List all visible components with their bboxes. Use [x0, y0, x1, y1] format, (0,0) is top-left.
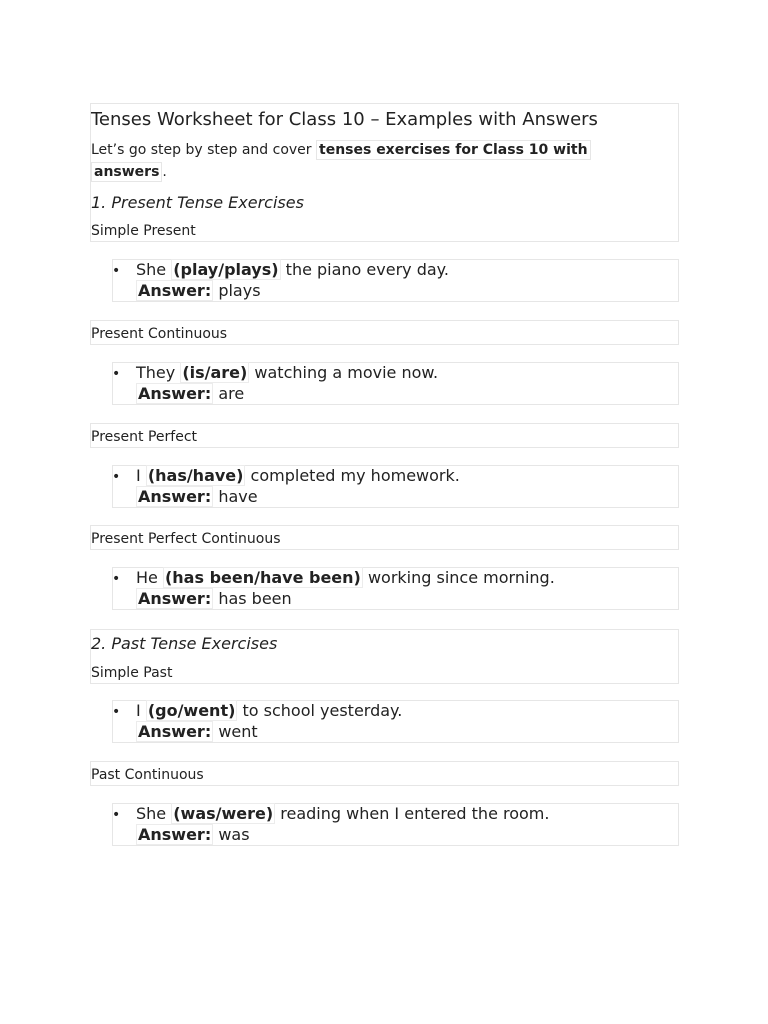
- bullet: •: [112, 469, 121, 485]
- bullet: •: [112, 366, 121, 382]
- question-text: [136, 701, 402, 720]
- question-choices: (is/are): [182, 363, 248, 382]
- question-choices: (go/went): [147, 701, 236, 720]
- answer-value: have: [218, 487, 258, 506]
- question-suffix: completed my homework.: [245, 466, 460, 485]
- answer-label: Answer:: [138, 589, 212, 608]
- question-suffix: reading when I entered the room.: [275, 804, 550, 823]
- page-title: Tenses Worksheet for Class 10 – Examples with Answers: [91, 109, 598, 130]
- question-suffix: to school yesterday.: [237, 701, 403, 720]
- answer-label: Answer:: [138, 722, 212, 741]
- answer-value: went: [218, 722, 258, 741]
- section-heading-present: 1. Present Tense Exercises: [91, 193, 304, 212]
- question-text: [136, 804, 549, 823]
- question-suffix: the piano every day.: [280, 260, 449, 279]
- intro-period: .: [162, 164, 167, 180]
- question-prefix: She: [136, 804, 172, 823]
- answer-line: [136, 281, 261, 300]
- bullet: •: [112, 704, 121, 720]
- question-text: [136, 363, 438, 382]
- bullet: •: [112, 807, 121, 823]
- intro-keyword: tenses exercises for Class 10 with: [316, 140, 591, 160]
- subheading-past-continuous: Past Continuous: [91, 767, 204, 783]
- question-choices: (play/plays): [173, 260, 279, 279]
- answer-value: was: [218, 825, 250, 844]
- answer-line: [136, 487, 258, 506]
- question-prefix: He: [136, 568, 163, 587]
- answer-label: Answer:: [138, 281, 212, 300]
- subheading-present-perfect: Present Perfect: [91, 429, 198, 445]
- question-prefix: I: [136, 466, 146, 485]
- bullet: •: [112, 571, 121, 587]
- subheading-present-continuous: Present Continuous: [91, 326, 228, 342]
- answer-line: [136, 825, 250, 844]
- question-prefix: She: [136, 260, 172, 279]
- question-text: [136, 466, 460, 485]
- intro-keyword-cont: answers: [91, 162, 162, 182]
- question-choices: (has been/have been): [164, 568, 361, 587]
- intro-text: Let’s go step by step and cover: [91, 142, 316, 158]
- answer-label: Answer:: [138, 487, 212, 506]
- bullet: •: [112, 263, 121, 279]
- subheading-present-perfect-continuous: Present Perfect Continuous: [91, 531, 281, 547]
- answer-value: has been: [218, 589, 292, 608]
- intro-paragraph: [91, 139, 651, 183]
- answer-line: [136, 722, 258, 741]
- answer-label: Answer:: [138, 384, 212, 403]
- question-choices: (has/have): [147, 466, 244, 485]
- subheading-simple-past: Simple Past: [91, 665, 173, 681]
- question-prefix: They: [136, 363, 181, 382]
- question-choices: (was/were): [173, 804, 274, 823]
- answer-line: [136, 384, 244, 403]
- section-heading-past: 2. Past Tense Exercises: [91, 634, 278, 653]
- subheading-simple-present: Simple Present: [91, 223, 196, 239]
- answer-line: [136, 589, 292, 608]
- question-prefix: I: [136, 701, 146, 720]
- question-text: [136, 260, 449, 279]
- question-suffix: working since morning.: [362, 568, 555, 587]
- answer-label: Answer:: [138, 825, 212, 844]
- question-suffix: watching a movie now.: [249, 363, 439, 382]
- answer-value: are: [218, 384, 245, 403]
- answer-value: plays: [218, 281, 261, 300]
- question-text: [136, 568, 555, 587]
